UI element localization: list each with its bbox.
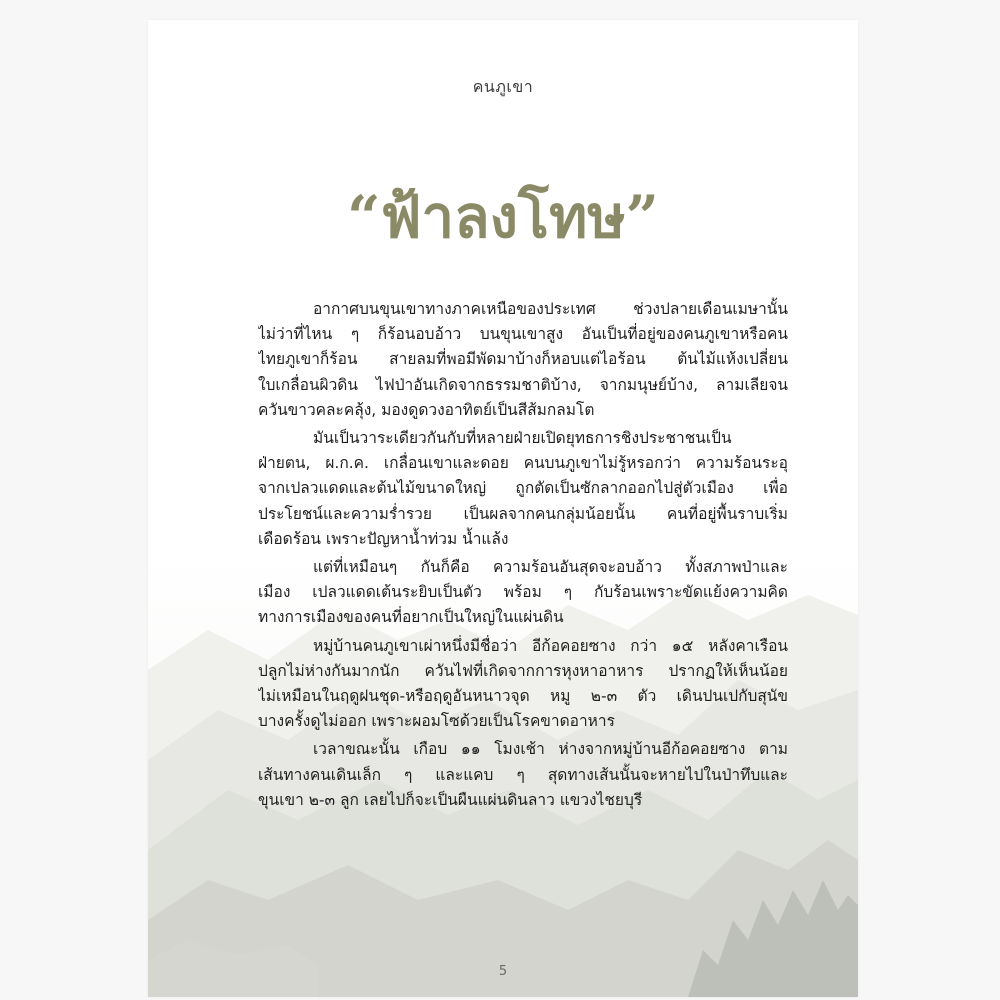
text-line: ฝ่ายตน, ผ.ก.ค. เกลื่อนเขาและดอย คนบนภูเขาไม่รู้หรอกว่า ความร้อนระอุ <box>258 454 788 473</box>
text-line: เมือง เปลวแดดเต้นระยิบเป็นตัว พร้อม ๆ กับร้อนเพราะขัดแย้งความคิด <box>258 583 788 602</box>
text-line: อากาศบนขุนเขาทางภาคเหนือของประเทศ ช่วงปลายเดือนเมษานั้น <box>313 300 788 318</box>
text-line: ไม่เหมือนในฤดูฝนชุด-หรือฤดูอันหนาวจุด หมู ๒-๓ ตัว เดินปนเปกับสุนัข <box>258 687 788 706</box>
paragraph <box>258 297 788 423</box>
text-line: จากเปลวแดดและต้นไม้ขนาดใหญ่ ถูกตัดเป็นซักลากออกไปสู่ตัวเมือง เพื่อ <box>258 479 788 498</box>
text-line: ใบเกลื่อนผิวดิน ไฟป่าอันเกิดจากธรรมชาติบ้าง, จากมนุษย์บ้าง, ลามเลียจน <box>258 375 788 394</box>
text-line: ปลูกไม่ห่างกันมากนัก ควันไฟที่เกิดจากการหุงหาอาหาร ปรากฏให้เห็นน้อย <box>258 661 788 680</box>
running-header: คนภูเขา <box>472 77 534 96</box>
text-line: บางครั้งดูไม่ออก เพราะผอมโซด้วยเป็นโรคขาดอาหาร <box>258 712 615 731</box>
text-line: มันเป็นวาระเดียวกันกับที่หลายฝ่ายเปิดยุทธการชิงประชาชนเป็น <box>313 429 732 448</box>
book-page <box>148 20 858 997</box>
paragraph <box>258 634 788 735</box>
text-line: ไม่ว่าที่ไหน ๆ ก็ร้อนอบอ้าว บนขุนเขาสูง อันเป็นที่อยู่ของคนภูเขาหรือคน <box>258 325 788 344</box>
paragraph <box>258 737 788 813</box>
text-line: ขุนเขา ๒-๓ ลูก เลยไปก็จะเป็นผืนแผ่นดินลาว แขวงไชยบุรี <box>258 790 643 809</box>
chapter-title: “ฟ้าลงโทษ” <box>347 183 659 251</box>
body-text <box>258 297 788 816</box>
text-line: ทางการเมืองของคนที่อยากเป็นใหญ่ในแผ่นดิน <box>258 608 564 627</box>
paragraph <box>258 426 788 552</box>
text-line: เวลาขณะนั้น เกือบ ๑๑ โมงเช้า ห่างจากหมู่บ้านอีก้อคอยซาง ตาม <box>313 740 788 759</box>
text-line: ควันขาวคละคลุ้ง, มองดูดวงอาทิตย์เป็นสีส้มกลมโต <box>258 400 595 419</box>
text-line: ไทยภูเขาก็ร้อน สายลมที่พอมีพัดมาบ้างก็หอบแต่ไอร้อน ต้นไม้แห้งเปลี่ยน <box>258 350 788 369</box>
text-line: แต่ที่เหมือนๆ กันก็คือ ความร้อนอันสุดจะอบอ้าว ทั้งสภาพป่าและ <box>313 558 788 577</box>
text-line: เดือดร้อน เพราะปัญหาน้ำท่วม น้ำแล้ง <box>258 529 509 548</box>
page-number: 5 <box>498 964 508 979</box>
text-line: หมู่บ้านคนภูเขาเผ่าหนึ่งมีชื่อว่า อีก้อคอยซาง กว่า ๑๕ หลังคาเรือน <box>313 636 788 655</box>
paragraph <box>258 555 788 631</box>
text-line: ประโยชน์และความร่ำรวย เป็นผลจากคนกลุ่มน้อยนั้น คนที่อยู่พื้นราบเริ่ม <box>258 504 788 523</box>
text-line: เส้นทางคนเดินเล็ก ๆ และแคบ ๆ สุดทางเส้นนั้นจะหายไปในป่าทึบและ <box>258 765 788 784</box>
